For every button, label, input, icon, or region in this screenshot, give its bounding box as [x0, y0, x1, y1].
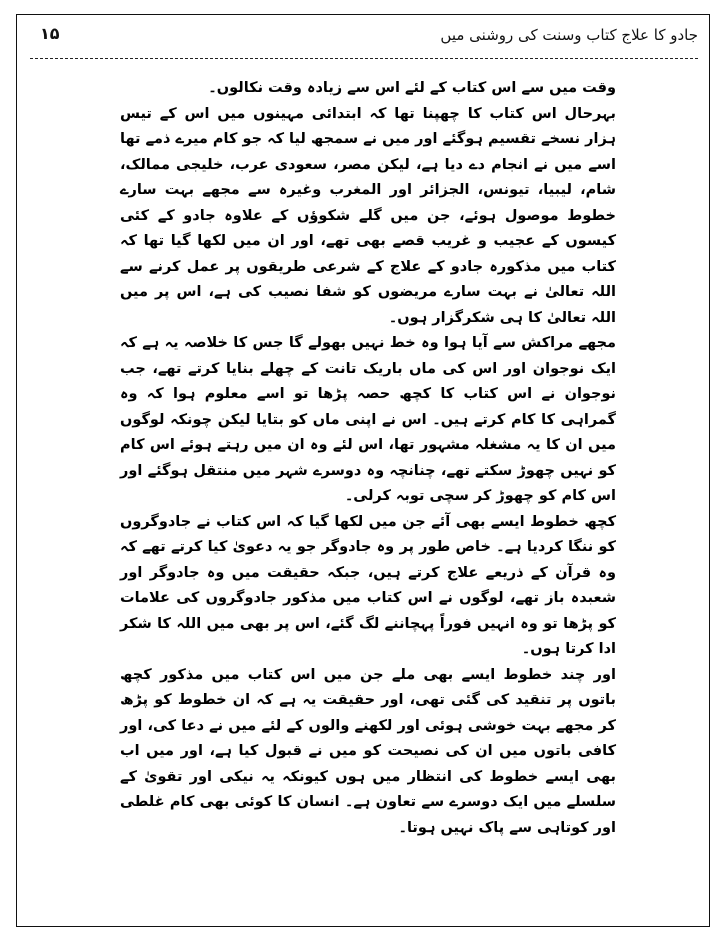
header-divider [30, 58, 698, 59]
running-title: جادو کا علاج کتاب وسنت کی روشنی میں [440, 26, 698, 44]
page-number: ۱۵ [40, 24, 60, 43]
paragraph-3: مجھے مراکش سے آیا ہوا وہ خط نہیں بھولے گا جس کا خلاصہ یہ ہے کہ ایک نوجوان اور اس کی ماں باریک تانت کے چھلے بنایا کرتے تھے، جب نوجوان نے اس کتاب کا کچھ حصہ پڑھا تو اسے معلوم ہوا کہ وہ گمراہی کا کام کرتے ہیں۔ اس نے اپنی ماں کو بتایا لیکن چونکہ لوگوں میں ان کا یہ مشغلہ مشہور تھا، اس لئے وہ ان میں رہتے ہوئے اس کام کو نہیں چھوڑ سکتے تھے، چنانچہ وہ دوسرے شہر میں منتقل ہوگئے اور اس کام کو چھوڑ کر سچی توبہ کرلی۔ [120, 335, 616, 504]
body-text [120, 76, 616, 841]
paragraph-1: وقت میں سے اس کتاب کے لئے اس سے زیادہ وقت نکالوں۔ [208, 80, 616, 96]
paragraph-2: بہرحال اس کتاب کا چھپنا تھا کہ ابتدائی مہینوں میں اس کے تیس ہزار نسخے تقسیم ہوگئے اور میں نے سمجھ لیا کہ جو کام میرے ذمے تھا اسے میں نے انجام دے دیا ہے، لیکن مصر، سعودی عرب، خلیجی ممالک، شام، لیبیا، تیونس، الجزائر اور المغرب وغیرہ سے مجھے بہت سارے خطوط موصول ہوئے، جن میں گلے شکوؤں کے علاوہ جادو کے کئی کیسوں کے عجیب و غریب قصے بھی تھے، اور ان میں لکھا گیا تھا کہ کتاب میں مذکورہ جادو کے علاج کے شرعی طریقوں پر عمل کرنے سے اللہ تعالیٰ نے بہت سارے مریضوں کو شفا نصیب کی ہے، اس پر میں اللہ تعالیٰ کا ہی شکرگزار ہوں۔ [120, 105, 616, 326]
paragraph-4: کچھ خطوط ایسے بھی آئے جن میں لکھا گیا کہ اس کتاب نے جادوگروں کو ننگا کردیا ہے۔ خاص طور پر وہ جادوگر جو یہ دعویٰ کیا کرتے تھے کہ وہ قرآن کے ذریعے علاج کرتے ہیں، جبکہ حقیقت میں وہ جادوگر اور شعبدہ باز تھے، لوگوں نے اس کتاب میں مذکور جادوگروں کی علامات کو پڑھا تو وہ انہیں فوراً پہچاننے لگ گئے، اس پر بھی میں اللہ کا شکر ادا کرتا ہوں۔ [120, 513, 616, 657]
paragraph-5: اور چند خطوط ایسے بھی ملے جن میں اس کتاب میں مذکور کچھ باتوں پر تنقید کی گئی تھی، اور حقیقت یہ ہے کہ ان خطوط کو پڑھ کر مجھے بہت خوشی ہوئی اور لکھنے والوں کے لئے میں نے دعا کی، اور کافی باتوں میں ان کی نصیحت کو میں نے قبول کیا ہے، اور میں اب بھی ایسے خطوط کی انتظار میں ہوں کیونکہ یہ نیکی اور تقویٰ کے سلسلے میں ایک دوسرے سے تعاون ہے۔ انسان کا کوئی بھی کام غلطی اور کوتاہی سے پاک نہیں ہوتا۔ [120, 666, 616, 836]
page-header [30, 22, 698, 56]
